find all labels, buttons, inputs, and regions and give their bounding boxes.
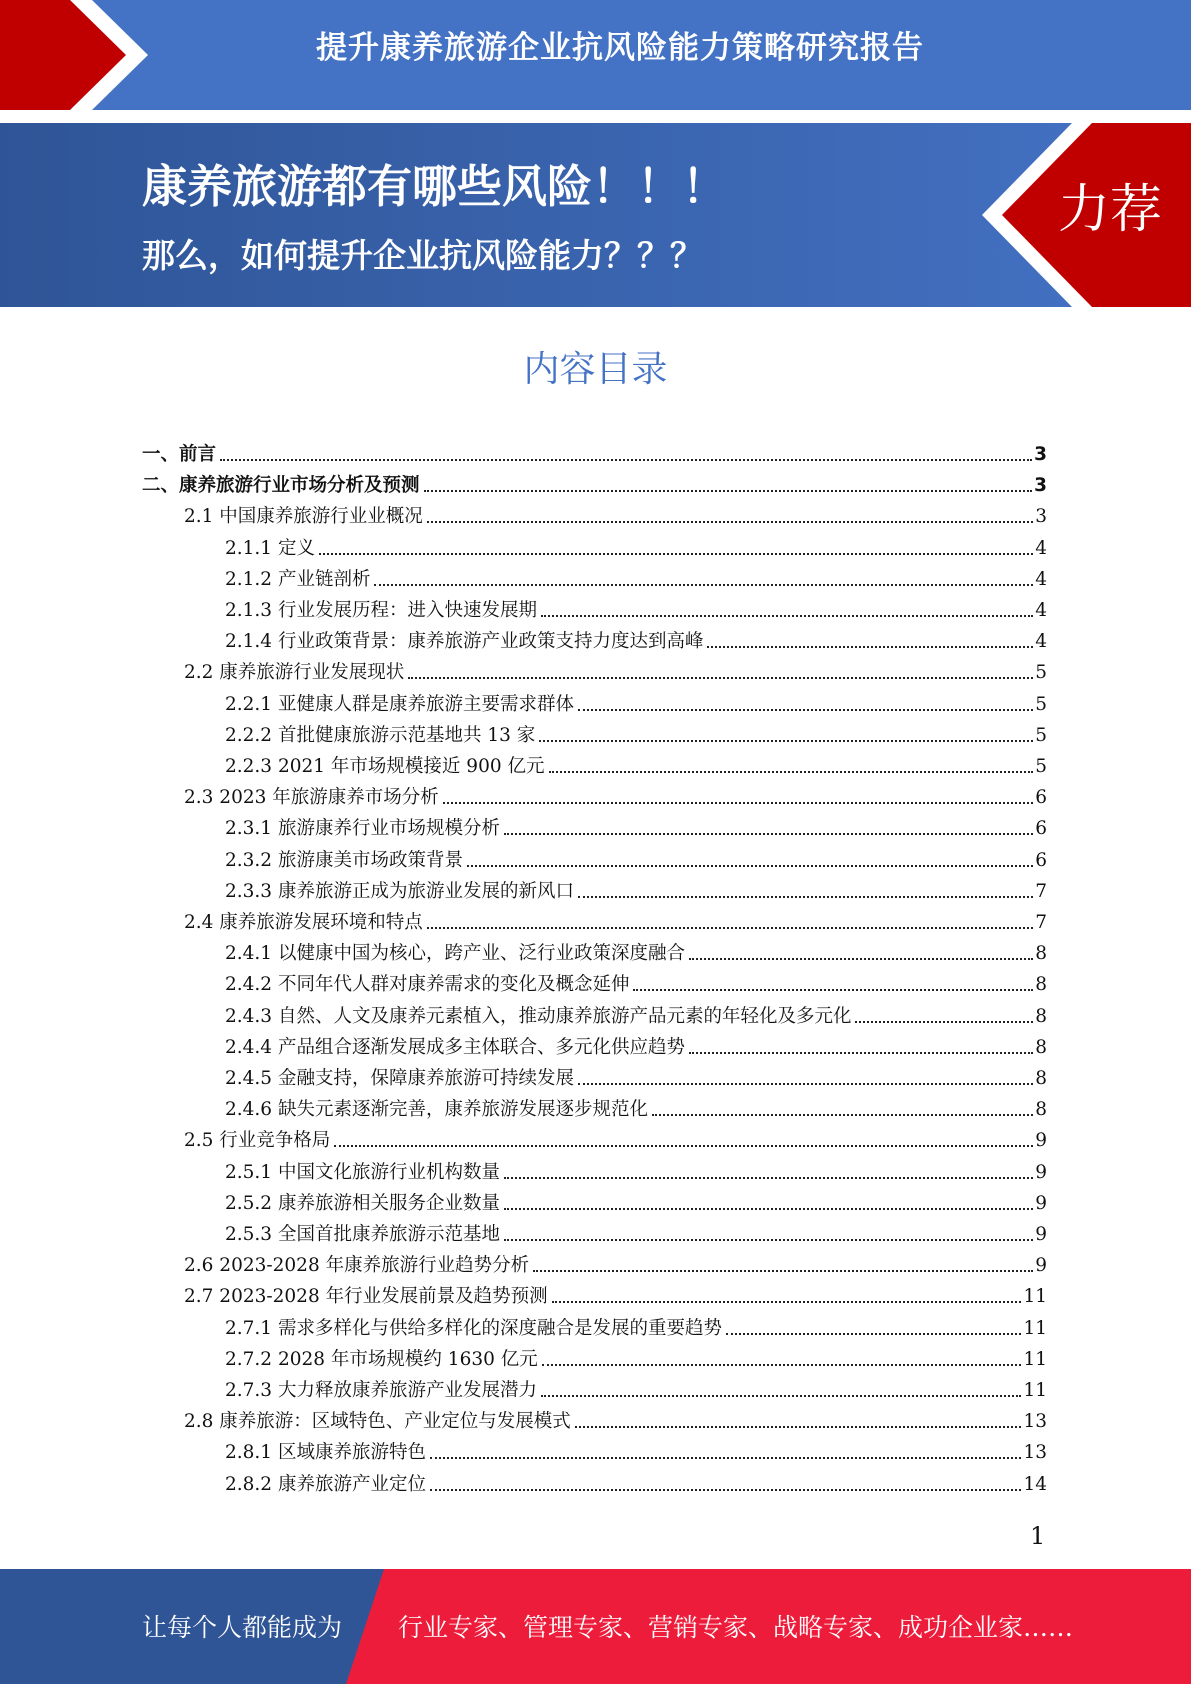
toc-entry-page: 9 <box>1035 1192 1047 1214</box>
toc-leader-dots <box>689 958 1033 960</box>
toc-entry-label: 2.2.3 2021 年市场规模接近 900 亿元 <box>225 756 545 777</box>
toc-leader-dots <box>689 1052 1033 1054</box>
toc-entry-label: 2.3.1 旅游康养行业市场规模分析 <box>225 818 500 840</box>
toc-entry-label: 2.2.2 首批健康旅游示范基地共 13 家 <box>225 724 536 746</box>
footer-slogan-right: 行业专家、管理专家、营销专家、战略专家、成功企业家…… <box>398 1613 1074 1642</box>
toc-entry-page: 3 <box>1034 475 1047 497</box>
toc-entry-label: 2.1.1 定义 <box>225 537 315 559</box>
toc-leader-dots <box>533 1270 1033 1272</box>
toc-entry-label: 2.8.1 区域康养旅游特色 <box>225 1442 426 1464</box>
toc-entry[interactable] <box>225 1091 1047 1122</box>
toc-leader-dots <box>575 1426 1022 1428</box>
toc-entry[interactable] <box>225 1434 1047 1465</box>
toc-entry[interactable] <box>184 904 1047 935</box>
toc-entry-page: 9 <box>1035 1130 1047 1152</box>
toc-entry[interactable] <box>225 1060 1047 1091</box>
toc-entry-label: 2.4.1 以健康中国为核心，跨产业、泛行业政策深度融合 <box>225 943 685 965</box>
toc-entry[interactable] <box>225 1216 1047 1247</box>
toc-entry-page: 8 <box>1035 943 1047 965</box>
toc-leader-dots <box>334 1145 1033 1147</box>
toc-entry-label: 2.1.3 行业发展历程：进入快速发展期 <box>225 600 537 621</box>
toc-entry[interactable] <box>225 1341 1047 1372</box>
toc-entry[interactable] <box>142 436 1047 467</box>
toc-leader-dots <box>443 802 1033 804</box>
toc-entry-page: 5 <box>1035 724 1047 746</box>
toc-entry[interactable] <box>184 779 1047 810</box>
toc-entry-page: 9 <box>1035 1224 1047 1245</box>
headline-secondary: 那么，如何提升企业抗风险能力？？？ <box>142 236 703 275</box>
footer-slogan-left: 让每个人都能成为 <box>142 1613 343 1642</box>
toc-entry-page: 5 <box>1035 693 1047 715</box>
toc-leader-dots <box>552 1301 1022 1303</box>
toc-leader-dots <box>541 1395 1021 1397</box>
toc-leader-dots <box>504 1239 1033 1241</box>
toc-entry[interactable] <box>225 810 1047 841</box>
toc-entry[interactable] <box>225 1310 1047 1341</box>
toc-entry-label: 2.6 2023-2028 年康养旅游行业趋势分析 <box>184 1255 530 1277</box>
toc-entry-page: 14 <box>1023 1473 1047 1495</box>
toc-entry[interactable] <box>184 1247 1047 1278</box>
toc-leader-dots <box>427 927 1033 929</box>
toc-entry-page: 6 <box>1035 849 1047 871</box>
toc-entry-page: 4 <box>1035 631 1047 653</box>
toc-leader-dots <box>652 1114 1033 1116</box>
toc-entry-page: 9 <box>1035 1161 1047 1183</box>
toc-entry-page: 9 <box>1035 1255 1047 1277</box>
toc-entry[interactable] <box>225 842 1047 873</box>
toc-entry[interactable] <box>184 1122 1047 1153</box>
toc-leader-dots <box>424 490 1033 492</box>
toc-entry-label: 二、康养旅游行业市场分析及预测 <box>142 475 420 497</box>
toc-entry[interactable] <box>142 467 1047 498</box>
toc-leader-dots <box>539 740 1033 742</box>
toc-leader-dots <box>549 771 1034 773</box>
toc-leader-dots <box>504 1177 1033 1179</box>
toc-entry-label: 2.4.3 自然、人文及康养元素植入，推动康养旅游产品元素的年轻化及多元化 <box>225 1005 852 1027</box>
toc-entry-page: 7 <box>1035 912 1047 933</box>
toc-entry-label: 2.4.5 金融支持，保障康养旅游可持续发展 <box>225 1068 574 1089</box>
toc-entry-label: 2.7.3 大力释放康养旅游产业发展潜力 <box>225 1380 537 1401</box>
toc-leader-dots <box>430 1457 1021 1459</box>
toc-entry[interactable] <box>184 498 1047 529</box>
toc-leader-dots <box>855 1021 1033 1023</box>
toc-entry-label: 2.5 行业竞争格局 <box>184 1130 331 1152</box>
toc-entry-page: 5 <box>1035 756 1047 777</box>
toc-entry[interactable] <box>184 1403 1047 1434</box>
toc-entry[interactable] <box>225 1185 1047 1216</box>
toc-leader-dots <box>541 615 1033 617</box>
toc-entry-label: 2.5.1 中国文化旅游行业机构数量 <box>225 1161 500 1183</box>
toc-entry-page: 11 <box>1023 1286 1047 1308</box>
toc-leader-dots <box>578 709 1033 711</box>
toc-entry[interactable] <box>184 1278 1047 1309</box>
toc-entry-label: 2.1.4 行业政策背景：康养旅游产业政策支持力度达到高峰 <box>225 631 704 653</box>
toc-leader-dots <box>427 521 1033 523</box>
toc-leader-dots <box>408 677 1033 679</box>
toc-leader-dots <box>467 865 1033 867</box>
toc-entry-page: 8 <box>1035 1036 1047 1058</box>
toc-entry[interactable] <box>225 748 1047 779</box>
toc-entry[interactable] <box>225 998 1047 1029</box>
toc-entry-label: 2.4.4 产品组合逐渐发展成多主体联合、多元化供应趋势 <box>225 1036 685 1058</box>
toc-entry[interactable] <box>225 686 1047 717</box>
toc-entry-page: 4 <box>1035 568 1047 590</box>
toc-leader-dots <box>542 1364 1022 1366</box>
toc-entry-page: 8 <box>1035 974 1047 996</box>
toc-entry[interactable] <box>225 1029 1047 1060</box>
toc-entry[interactable] <box>225 623 1047 654</box>
toc-entry[interactable] <box>225 1372 1047 1403</box>
toc-entry-label: 2.3.2 旅游康美市场政策背景 <box>225 849 463 871</box>
toc-entry[interactable] <box>225 530 1047 561</box>
toc-title: 内容目录 <box>523 349 668 390</box>
toc-entry-label: 2.8.2 康养旅游产业定位 <box>225 1473 426 1495</box>
toc-entry-label: 2.1.2 产业链剖析 <box>225 568 371 590</box>
toc-entry-page: 11 <box>1023 1380 1047 1401</box>
toc-entry-label: 2.2.1 亚健康人群是康养旅游主要需求群体 <box>225 693 574 715</box>
toc-entry-label: 2.5.3 全国首批康养旅游示范基地 <box>225 1224 500 1245</box>
toc-entry-label: 2.3.3 康养旅游正成为旅游业发展的新风口 <box>225 880 574 902</box>
toc-leader-dots <box>319 553 1033 555</box>
toc-leader-dots <box>707 646 1033 648</box>
toc-entry-page: 7 <box>1035 880 1047 902</box>
toc-leader-dots <box>504 1208 1033 1210</box>
toc-entry[interactable] <box>225 966 1047 997</box>
toc-entry-page: 6 <box>1035 787 1047 809</box>
toc-entry[interactable] <box>184 654 1047 685</box>
toc-entry-label: 2.4.6 缺失元素逐渐完善，康养旅游发展逐步规范化 <box>225 1099 648 1121</box>
toc-leader-dots <box>633 989 1033 991</box>
toc-entry[interactable] <box>225 717 1047 748</box>
page-number: 1 <box>1030 1522 1046 1550</box>
toc-entry-page: 4 <box>1035 537 1047 559</box>
toc-entry-page: 4 <box>1035 600 1047 621</box>
toc-entry-label: 2.1 中国康养旅游行业业概况 <box>184 506 423 528</box>
toc-leader-dots <box>430 1489 1021 1491</box>
toc-entry-label: 2.7.1 需求多样化与供给多样化的深度融合是发展的重要趋势 <box>225 1317 722 1339</box>
toc-entry-page: 11 <box>1023 1317 1047 1339</box>
toc-leader-dots <box>578 1083 1033 1085</box>
toc-entry[interactable] <box>225 592 1047 623</box>
toc-entry[interactable] <box>225 561 1047 592</box>
toc-entry-label: 2.4 康养旅游发展环境和特点 <box>184 912 423 933</box>
toc-entry-page: 5 <box>1035 662 1047 684</box>
recommend-badge: 力荐 <box>1058 180 1163 240</box>
toc-entry-page: 13 <box>1023 1442 1047 1464</box>
report-title: 提升康养旅游企业抗风险能力策略研究报告 <box>316 30 924 66</box>
toc-leader-dots <box>726 1333 1021 1335</box>
toc-entry-page: 3 <box>1035 506 1047 528</box>
toc-entry-page: 8 <box>1035 1005 1047 1027</box>
toc-entry-page: 8 <box>1035 1099 1047 1121</box>
toc-entry[interactable] <box>225 1466 1047 1497</box>
toc-entry-page: 8 <box>1035 1068 1047 1089</box>
toc-entry[interactable] <box>225 1154 1047 1185</box>
toc-leader-dots <box>578 896 1033 898</box>
toc-entry-label: 2.7.2 2028 年市场规模约 1630 亿元 <box>225 1348 538 1370</box>
toc-entry-label: 2.8 康养旅游：区域特色、产业定位与发展模式 <box>184 1411 571 1433</box>
toc-entry-label: 2.2 康养旅游行业发展现状 <box>184 662 405 684</box>
toc-leader-dots <box>220 459 1032 461</box>
toc-leader-dots <box>504 833 1033 835</box>
toc-entry-label: 2.4.2 不同年代人群对康养需求的变化及概念延伸 <box>225 974 630 996</box>
toc-entry-label: 2.5.2 康养旅游相关服务企业数量 <box>225 1192 500 1214</box>
headline-primary: 康养旅游都有哪些风险！！！ <box>142 160 728 213</box>
toc-entry[interactable] <box>225 873 1047 904</box>
toc-entry-label: 一、前言 <box>142 444 217 465</box>
toc-entry[interactable] <box>225 935 1047 966</box>
toc-entry-page: 11 <box>1023 1348 1047 1370</box>
toc-entry-label: 2.3 2023 年旅游康养市场分析 <box>184 787 439 809</box>
toc-entry-page: 3 <box>1034 444 1047 465</box>
toc-entry-page: 13 <box>1023 1411 1047 1433</box>
toc-leader-dots <box>374 584 1033 586</box>
toc-entry-label: 2.7 2023-2028 年行业发展前景及趋势预测 <box>184 1286 548 1308</box>
toc-entry-page: 6 <box>1035 818 1047 840</box>
